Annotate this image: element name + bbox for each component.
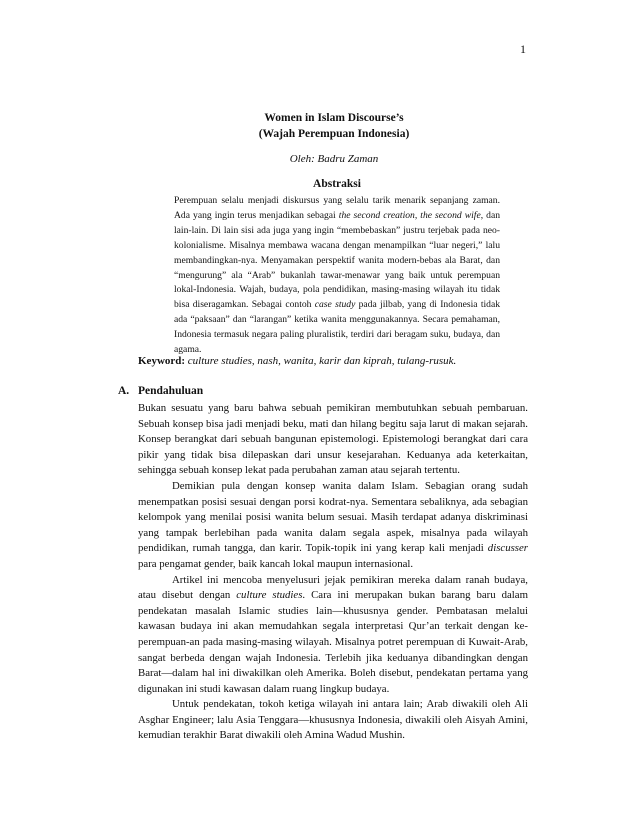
- body-text: [138, 401, 528, 744]
- paragraph-text: para pengamat gender, baik kancah lokal maupun internasional.: [138, 557, 414, 570]
- section-letter: A.: [118, 385, 130, 397]
- keywords-line: [138, 355, 538, 367]
- paragraph: Bukan sesuatu yang baru bahwa sebuah pemikiran membutuhkan sebuah pembaruan. Sebuah konsep bisa jadi menjadi beku, mati dan hilang begitu saja larut di makan sejarah. Konsep berangkat dari sebuah bangunan epistemologi. Epistemologi berangkat dari cara pikir yang tidak bisa dilepaskan dari unsur kesejarahan. Keduanya ada keterkaitan, sehingga sebuah konsep lekat pada perubahan zaman atau sejarah tertentu.: [138, 402, 528, 477]
- paragraph: [138, 573, 528, 698]
- keywords-text: culture studies, nash, wanita, karir dan kiprah, tulang-rusuk.: [187, 355, 457, 367]
- section-heading: [118, 385, 203, 397]
- document-subtitle: (Wajah Perempuan Indonesia): [258, 128, 410, 140]
- abstract-text: Perempuan selalu menjadi diskursus yang selalu tarik menarik sepanjang zaman. Ada yang ingin terus menjadikan sebagai: [174, 195, 500, 221]
- paragraph-text: . Cara ini merupakan bukan barang baru dalam pendekatan masalah Islamic studies lain—khususnya gender. Pembatasan melalui kawasan budaya ini akan memudahkan segala interpretasi Qur’an terkait dengan ke-perempuan-an pada masing-masing wilayah. Misalnya potret perempuan di Kuwait-Arab, sangat berbeda dengan wajah Indonesia. Terlebih jika keduanya dibandingkan dengan Barat—dalam hal ini diwakilkan oleh Amerika. Boleh disebut, pendekatan pertama yang digunakan ini studi kawasan dalam ruang lingkup budaya.: [138, 589, 528, 695]
- page-number: 1: [520, 42, 526, 56]
- abstract-emphasis: case study: [314, 299, 356, 311]
- author-line: Oleh: Badru Zaman: [289, 153, 379, 165]
- abstract-heading: Abstraksi: [313, 178, 361, 190]
- paragraph-emphasis: culture studies: [236, 589, 303, 602]
- paragraph-emphasis: discusser: [487, 542, 528, 555]
- paragraph-text: Artikel ini mencoba menyelusuri jejak pemikiran mereka dalam ranah budaya, atau disebut dengan: [138, 573, 528, 602]
- abstract-text: pada jilbab, yang di Indonesia tidak ada “paksaan” dan “larangan” ketika wanita menggunakannya. Secara pemahaman, Indonesia termasuk negara paling pluralistik, terdiri dari beragam suku, budaya, dan agama.: [174, 299, 501, 356]
- paragraph: [138, 479, 528, 573]
- abstract-body: [174, 194, 500, 358]
- title-block: [0, 110, 638, 142]
- keywords-label: Keyword:: [138, 355, 186, 367]
- paragraph: Untuk pendekatan, tokoh ketiga wilayah ini antara lain; Arab diwakili oleh Ali Asghar Engineer; lalu Asia Tenggara—khususnya Indonesia, diwakili oleh Aisyah Amini, kemudian terakhir Barat diwakili oleh Amina Wadud Mushin.: [138, 698, 528, 742]
- document-title: Women in Islam Discourse’s: [264, 112, 404, 124]
- paragraph-text: Demikian pula dengan konsep wanita dalam Islam. Sebagian orang sudah menempatkan posisi sesuai dengan porsi kodrat-nya. Sementara sebaliknya, ada sebagian kelompok yang menilai posisi wanita belum sesuai. Masih terdapat adanya diskriminasi yang tampak berlebihan pada wanita dalam segala aspek, misalnya pada wilayah pendidikan, rumah tangga, dan karir. Topik-topik ini yang kerap kali menjadi: [138, 479, 528, 555]
- section-title: Pendahuluan: [138, 385, 204, 397]
- abstract-emphasis: the second creation, the second wife: [338, 209, 481, 221]
- abstract-text: , dan lain-lain. Di lain sisi ada juga yang ingin “membebaskan” justru terjebak pada neo-kolonialisme. Misalnya membawa wacana dengan menampilkan “luar negeri,” lalu membandingkan-nya. Menyamakan perspektif wanita modern-bebas ala Barat, dan “mengurung” ala “Arab” bukanlah tawar-menawar yang baik untuk perempuan lokal-Indonesia. Wajah, budaya, pola pendidikan, masing-masing wilayah itu tidak bisa diseragamkan. Sebagai contoh: [174, 209, 501, 311]
